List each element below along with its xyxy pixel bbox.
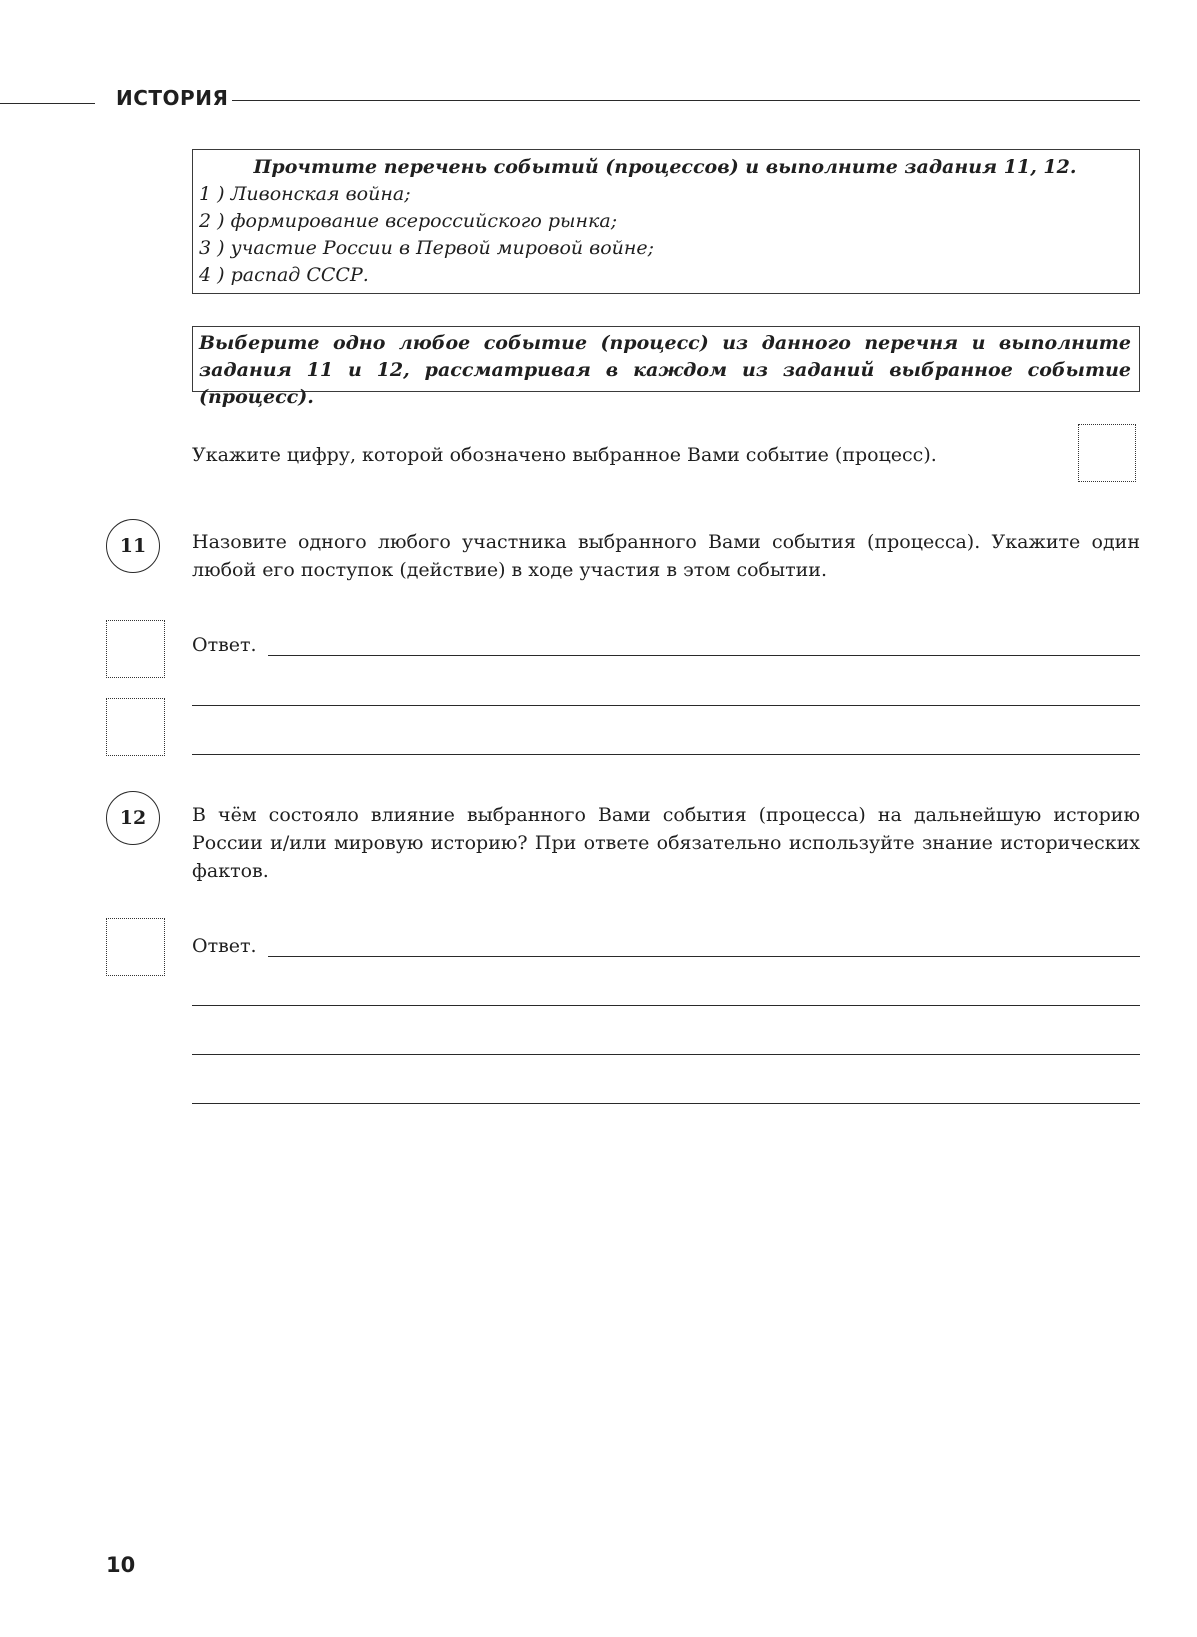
page-number: 10: [106, 1553, 136, 1577]
task-11-number: 11: [106, 519, 160, 573]
score-box-11-a: [106, 620, 165, 678]
task-11-answer-label: Ответ.: [192, 634, 257, 656]
task-12-answer-line-2[interactable]: [192, 1005, 1140, 1006]
task-12-answer-line-4[interactable]: [192, 1103, 1140, 1104]
event-list-frame: [192, 149, 1140, 294]
event-list-item-2: 2 ) формирование всероссийского рынка;: [199, 210, 618, 232]
task-11-answer-line-2[interactable]: [192, 705, 1140, 706]
event-list-item-4: 4 ) распад СССР.: [199, 264, 369, 286]
score-box-12: [106, 918, 165, 976]
digit-prompt: Укажите цифру, которой обозначено выбранное Вами событие (процесс).: [192, 444, 937, 466]
task-11-answer-line-3[interactable]: [192, 754, 1140, 755]
task-12-answer-line-1[interactable]: [268, 956, 1140, 957]
task-11-answer-line-1[interactable]: [268, 655, 1140, 656]
event-list-item-3: 3 ) участие России в Первой мировой войне;: [199, 237, 655, 259]
score-box-11-b: [106, 698, 165, 756]
event-list-item-1: 1 ) Ливонская война;: [199, 183, 411, 205]
subject-title: ИСТОРИЯ: [116, 86, 229, 110]
header-rule-right: [232, 100, 1140, 101]
digit-answer-box[interactable]: [1078, 424, 1136, 482]
task-12-answer-line-3[interactable]: [192, 1054, 1140, 1055]
task-12-number: 12: [106, 791, 160, 845]
task-12-answer-label: Ответ.: [192, 935, 257, 957]
event-list-intro: Прочтите перечень событий (процессов) и выполните задания 11, 12.: [253, 156, 1077, 178]
choice-instruction-frame: Выберите одно любое событие (процесс) из данного перечня и выполните задания 11 и 12, рассматривая в каждом из заданий выбранное событие (процесс).: [192, 326, 1140, 392]
header-rule-left: [0, 103, 95, 104]
task-11-text: Назовите одного любого участника выбранного Вами события (процесса). Укажите один любой его поступок (действие) в ходе участия в этом событии.: [192, 531, 1140, 581]
task-12-text: В чём состояло влияние выбранного Вами события (процесса) на дальнейшую историю России и/или мировую историю? При ответе обязательно используйте знание исторических фактов.: [192, 804, 1140, 882]
